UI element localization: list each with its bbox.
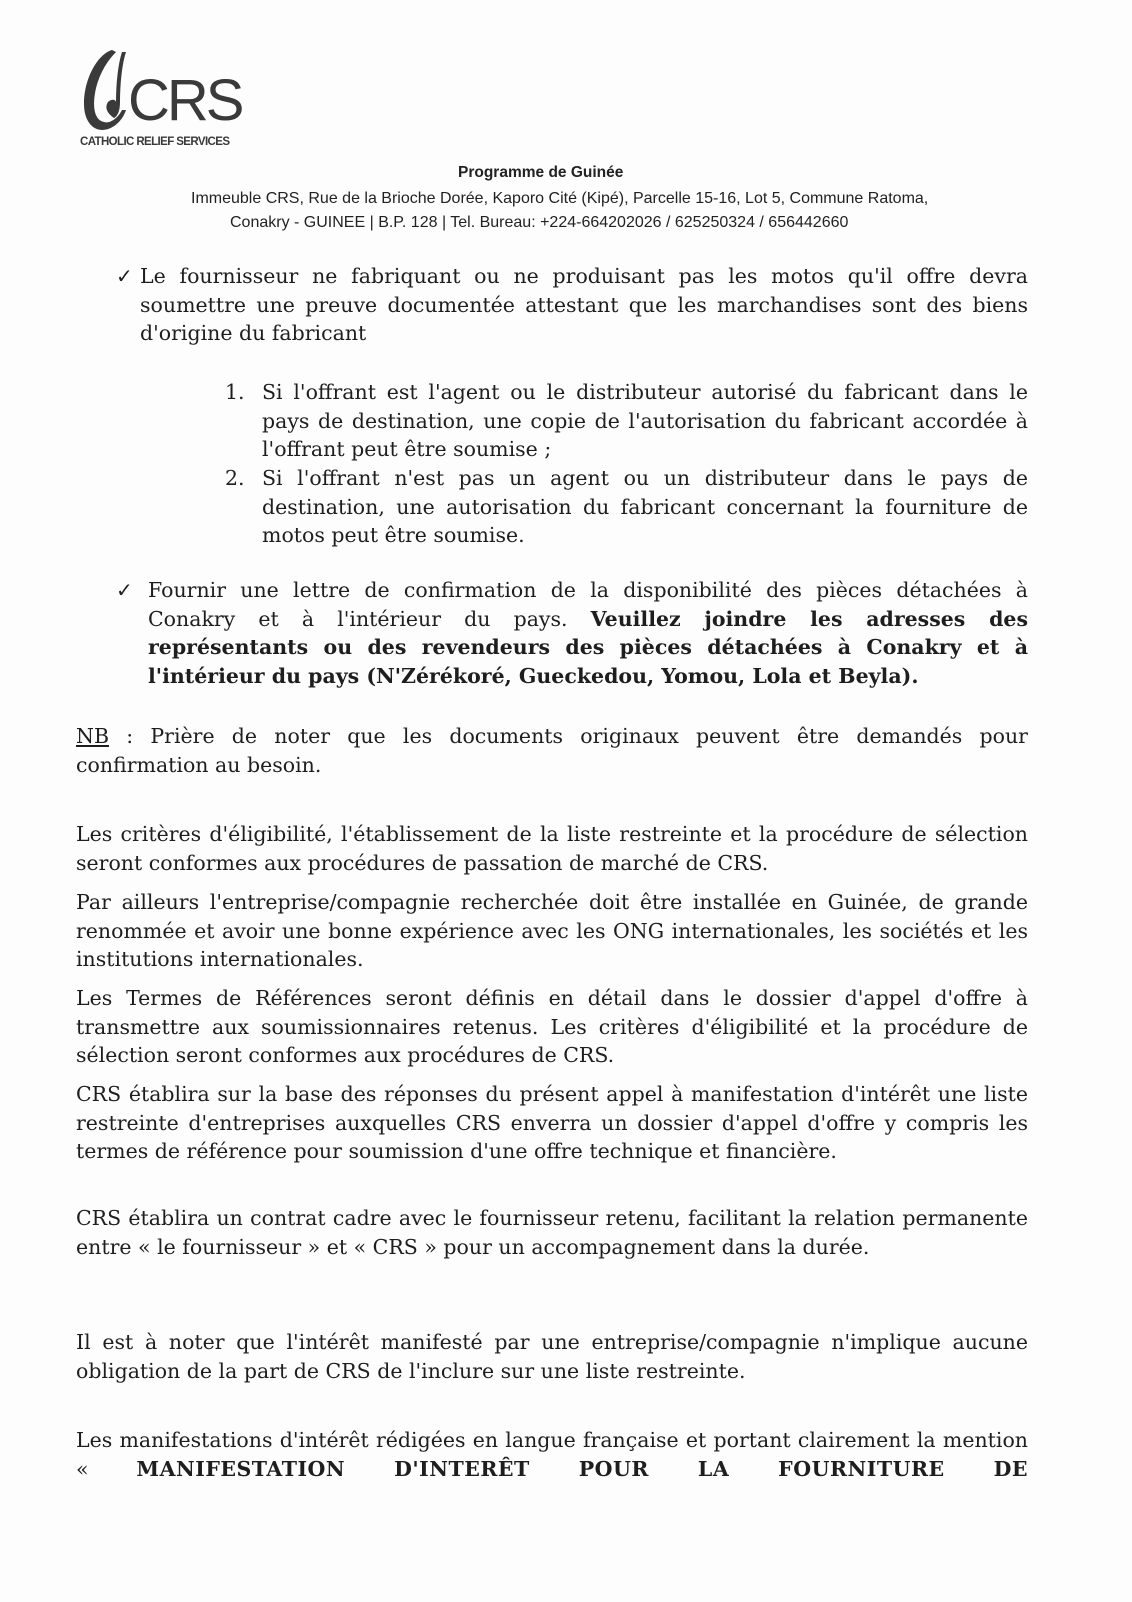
checklist-item-1-text: Le fournisseur ne fabriquant ou ne produisant pas les motos qu'il offre devra soumettre une preuve documentée attestant que les marchandises sont des biens d'origine du fabricant <box>140 264 1028 346</box>
list-number-2: 2. <box>225 466 245 490</box>
paragraph-text: CRS établira un contrat cadre avec le fournisseur retenu, facilitant la relation permanente entre « le fournisseur » et « CRS » pour un accompagnement dans la durée. <box>76 1206 1028 1259</box>
paragraph-no-obligation <box>76 1328 1028 1385</box>
checklist-item-2-bold-text: Veuillez joindre les adresses des représentants ou des revendeurs des pièces détachées à Conakry et à l'intérieur du pays (N'Zérékoré, Gueckedou, Yomou, Lola et Beyla). <box>148 606 1028 688</box>
paragraph-text: CRS établira sur la base des réponses du présent appel à manifestation d'intérêt une liste restreinte d'entreprises auxquelles CRS enverra un dossier d'appel d'offre y compris les termes de référence pour soumission d'une offre technique et financière. <box>76 1082 1028 1164</box>
numbered-item-1-text: Si l'offrant est l'agent ou le distributeur autorisé du fabricant dans le pays de destination, une copie de l'autorisation du fabricant accordée à l'offrant peut être soumise ; <box>262 380 1028 462</box>
numbered-item-1 <box>262 378 1028 464</box>
crs-full-name: CATHOLIC RELIEF SERVICES <box>80 136 230 148</box>
checklist-item-2 <box>148 576 1028 690</box>
checkmark-icon: ✓ <box>116 264 133 288</box>
nb-label: NB <box>76 724 110 748</box>
paragraph-framework-contract <box>76 1204 1028 1261</box>
paragraph-eligibility <box>76 820 1028 877</box>
list-number-1: 1. <box>225 380 245 404</box>
checklist-item-1 <box>140 262 1028 348</box>
closing-text: Les manifestations d'intérêt rédigées en langue française et portant clairement la mention « <box>76 1428 1028 1481</box>
program-title: Programme de Guinée <box>458 164 624 181</box>
checkmark-icon: ✓ <box>116 578 133 602</box>
nb-text: : Prière de noter que les documents originaux peuvent être demandés pour confirmation au besoin. <box>76 724 1028 777</box>
paragraph-text: Les Termes de Références seront définis en détail dans le dossier d'appel d'offre à transmettre aux soumissionnaires retenus. Les critères d'éligibilité et la procédure de sélection seront conformes aux procédures de CRS. <box>76 986 1028 1068</box>
paragraph-text: Les critères d'éligibilité, l'établissement de la liste restreinte et la procédure de sélection seront conformes aux procédures de passation de marché de CRS. <box>76 822 1028 875</box>
paragraph-submission-instructions <box>76 1426 1028 1483</box>
crs-acronym: CRS <box>128 68 242 133</box>
closing-bold-text: MANIFESTATION D'INTERÊT POUR LA FOURNITURE DE <box>136 1456 1028 1481</box>
nb-note <box>76 722 1028 779</box>
paragraph-text: Il est à noter que l'intérêt manifesté par une entreprise/compagnie n'implique aucune obligation de la part de CRS de l'inclure sur une liste restreinte. <box>76 1330 1028 1383</box>
address-line-1: Immeuble CRS, Rue de la Brioche Dorée, Kaporo Cité (Kipé), Parcelle 15-16, Lot 5, Commune Ratoma, <box>191 190 929 207</box>
numbered-item-2 <box>262 464 1028 550</box>
paragraph-shortlist <box>76 1080 1028 1166</box>
numbered-item-2-text: Si l'offrant n'est pas un agent ou un distributeur dans le pays de destination, une autorisation du fabricant concernant la fourniture de motos peut être soumise. <box>262 466 1028 548</box>
checklist-item-2-text: Fournir une lettre de confirmation de la disponibilité des pièces détachées à Conakry et à l'intérieur du pays. <box>148 578 1028 631</box>
crs-logo <box>78 44 258 154</box>
paragraph-company-requirements <box>76 888 1028 974</box>
address-line-2: Conakry - GUINEE | B.P. 128 | Tel. Bureau: +224-664202026 / 625250324 / 656442660 <box>230 214 849 231</box>
paragraph-terms-of-reference <box>76 984 1028 1070</box>
paragraph-text: Par ailleurs l'entreprise/compagnie recherchée doit être installée en Guinée, de grande renommée et avoir une bonne expérience avec les ONG internationales, les sociétés et les institutions internationales. <box>76 890 1028 972</box>
